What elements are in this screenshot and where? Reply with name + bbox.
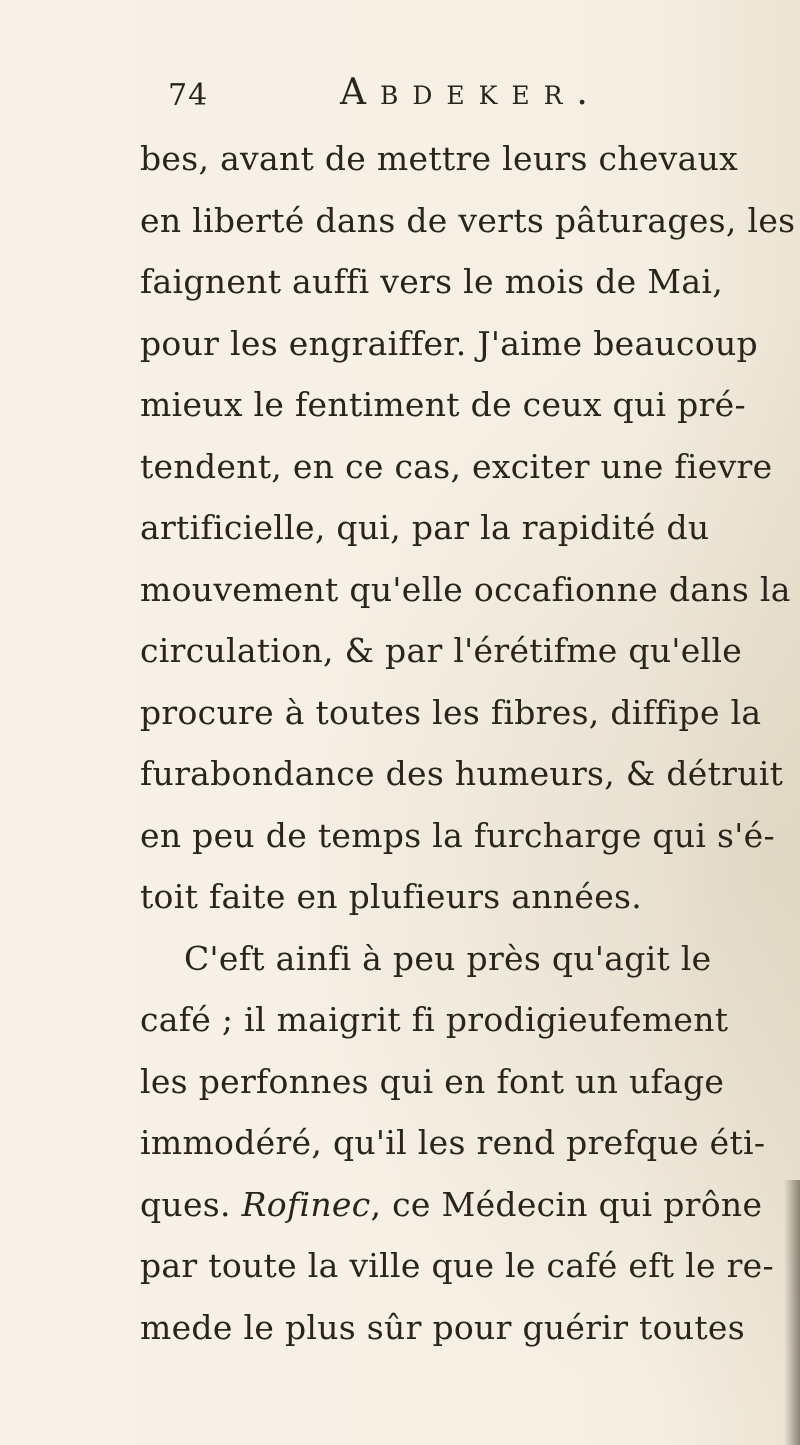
text-line: par toute la ville que le café eft le re- bbox=[140, 1246, 774, 1285]
text-line: faignent auffi vers le mois de Mai, bbox=[140, 262, 723, 301]
text-line: en liberté dans de verts pâturages, les bbox=[140, 200, 796, 240]
text-segment: , ce Médecin qui prône bbox=[370, 1184, 763, 1224]
text-line-with-name bbox=[140, 1174, 780, 1236]
text-line: bes, avant de mettre leurs chevaux bbox=[140, 139, 739, 178]
text-line: café ; il maigrit fi prodigieufement bbox=[140, 1000, 729, 1039]
page-edge-shadow bbox=[784, 1180, 800, 1445]
running-title: Abdeker. bbox=[340, 72, 602, 113]
text-line: toit faite en plufieurs années. bbox=[140, 877, 643, 916]
text-line: pour les engraiffer. J'aime beaucoup bbox=[140, 323, 758, 363]
text-line: furabondance des humeurs, & détruit bbox=[140, 754, 784, 793]
text-line: mede le plus sûr pour guérir toutes bbox=[140, 1307, 745, 1347]
text-line: mouvement qu'elle occafionne dans la bbox=[140, 569, 791, 609]
text-line: les perfonnes qui en font un ufage bbox=[140, 1061, 725, 1101]
body-text bbox=[140, 128, 796, 1358]
text-line: tendent, en ce cas, exciter une fievre bbox=[140, 446, 773, 486]
text-line: en peu de temps la furcharge qui s'é- bbox=[140, 815, 775, 855]
page-number: 74 bbox=[168, 78, 209, 113]
text-line: artificielle, qui, par la rapidité du bbox=[140, 508, 710, 547]
text-segment: ques. bbox=[140, 1184, 231, 1224]
text-line: C'eft ainfi à peu près qu'agit le bbox=[184, 938, 712, 978]
text-line: procure à toutes les fibres, diffipe la bbox=[140, 692, 762, 732]
text-line: mieux le fentiment de ceux qui pré- bbox=[140, 385, 746, 424]
page-header bbox=[168, 72, 768, 120]
person-name: Rofinec bbox=[241, 1184, 371, 1224]
text-line: circulation, & par l'érétifme qu'elle bbox=[140, 631, 743, 670]
text-line: immodéré, qu'il les rend prefque éti- bbox=[140, 1123, 766, 1162]
